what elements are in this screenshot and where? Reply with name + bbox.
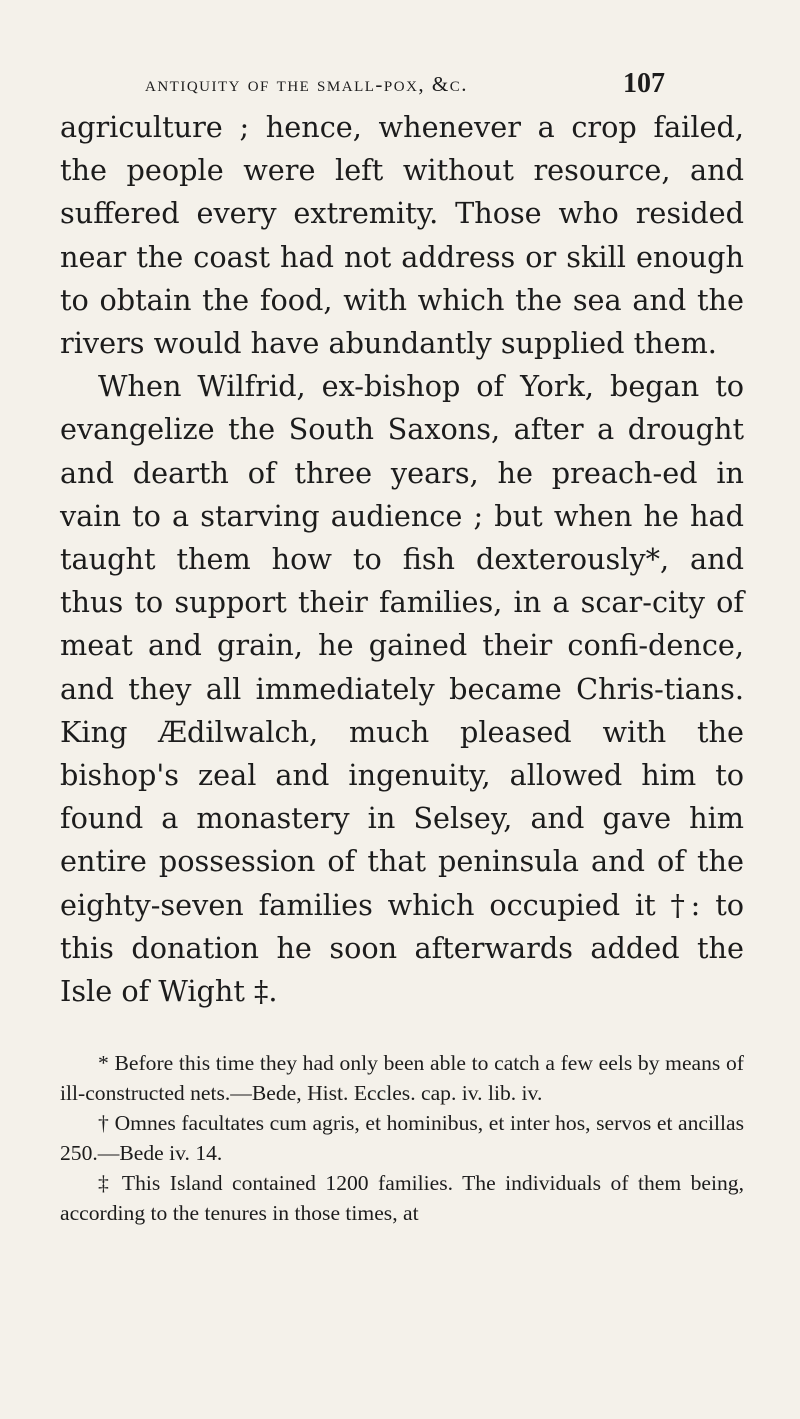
page-number: 107 <box>623 68 665 99</box>
running-head: antiquity of the small-pox, &c. <box>145 72 468 96</box>
footnote-double-dagger: ‡ This Island contained 1200 families. The individuals of them being, according to the tenures in those times, at <box>60 1171 744 1226</box>
footnote-asterisk: * Before this time they had only been able to catch a few eels by means of ill-constructed nets.—Bede, Hist. Eccles. cap. iv. lib. iv. <box>60 1051 744 1106</box>
paragraph-continued: agriculture ; hence, whenever a crop failed, the people were left without resource, and suffered every extremity. Those who resided near the coast had not address or skill enough to obtain the food, with which the sea and the rivers would have abundantly supplied them. <box>60 110 744 361</box>
footnotes <box>60 1048 744 1229</box>
paragraph-wilfrid: When Wilfrid, ex-bishop of York, began to evangelize the South Saxons, after a drought and dearth of three years, he preach-ed in vain to a starving audience ; but when he had taught them how to fish dexterously*, and thus to support their families, in a scar-city of meat and grain, he gained their confi-dence, and they all immediately became Chris-tians. King Ædilwalch, much pleased with the bishop's zeal and ingenuity, allowed him to found a monastery in Selsey, and gave him entire possession of that peninsula and of the eighty-seven families which occupied it †: to this donation he soon afterwards added the Isle of Wight ‡. <box>60 369 744 1009</box>
main-text <box>60 106 744 1013</box>
footnote-dagger: † Omnes facultates cum agris, et hominibus, et inter hos, servos et ancillas 250.—Bede iv. 14. <box>60 1111 744 1166</box>
page-header <box>145 70 665 104</box>
